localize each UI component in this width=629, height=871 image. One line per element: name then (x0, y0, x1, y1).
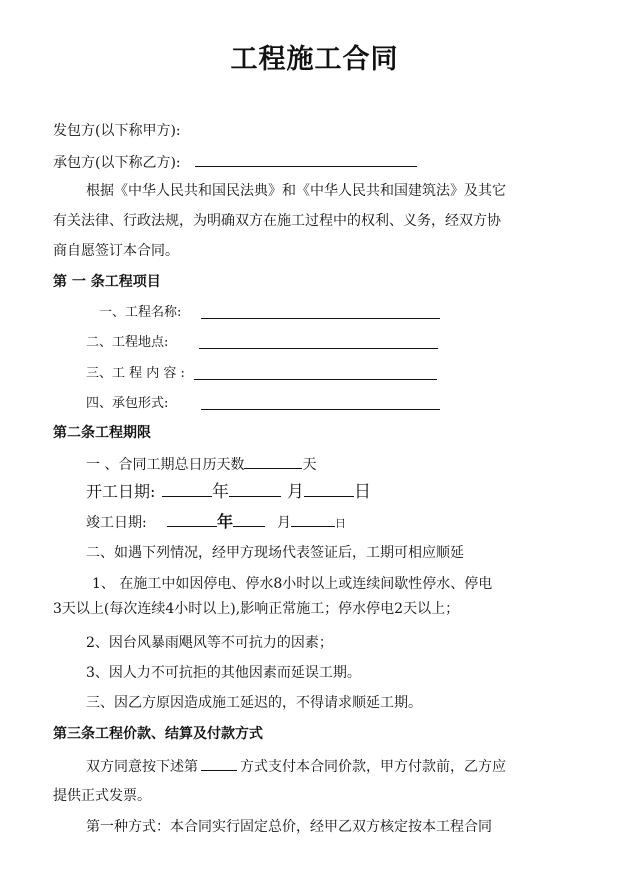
article1-heading: 第 一 条工程项目 (53, 274, 161, 290)
end-day-label: 日 (335, 517, 347, 530)
intro-line-3: 商自愿签订本合同。 (53, 243, 179, 259)
start-date-line (86, 481, 155, 504)
project-site-label: 二、工程地点: (86, 335, 169, 350)
payment-method-1: 第一种方式：本合同实行固定总价，经甲乙双方核定按本工程合同 (86, 819, 492, 835)
party-b-line (53, 151, 417, 173)
case-2: 2、因台风暴雨飓风等不可抗力的因素； (86, 635, 333, 651)
start-month-label: 月 (287, 482, 304, 502)
duration-suffix: 天 (302, 457, 317, 473)
clause-2: 二、如遇下列情况，经甲方现场代表签证后，工期可相应顺延 (86, 545, 464, 561)
case-1-line-2: 3天以上(每次连续4小时以上),影响正常施工；停水停电2天以上； (53, 601, 460, 617)
end-date-label: 竣工日期: (86, 515, 147, 531)
payment-para-line-1 (86, 755, 506, 777)
party-a-line (53, 121, 181, 141)
start-date-label: 开工日期: (86, 482, 156, 501)
project-content-label: 三、工 程 内 容 : (86, 366, 185, 381)
case-1-line-1: 1、 在施工中如因停电、停水8小时以上或连续间歇性停水、停电 (92, 576, 493, 592)
start-month-blank (304, 481, 354, 497)
duration-line (86, 453, 316, 475)
party-a-label: 发包方(以下称甲方): (53, 123, 181, 139)
start-year-label: 年 (212, 482, 229, 502)
end-date-line (86, 513, 147, 533)
duration-prefix: 一 、合同工期总日历天数 (86, 457, 245, 473)
start-date-fields (162, 481, 371, 504)
contract-form-line (86, 394, 168, 414)
payment-method-blank (201, 755, 237, 771)
end-year-blank-a (167, 511, 217, 527)
article2-heading: 第二条工程期限 (53, 425, 151, 441)
start-day-label: 日 (354, 482, 371, 502)
end-year-blank-b (233, 511, 265, 527)
intro-line-1: 根据《中华人民共和国民法典》和《中华人民共和国建筑法》及其它 (86, 183, 506, 199)
case-3: 3、因人力不可抗拒的其他因素而延误工期。 (86, 665, 361, 681)
duration-blank (244, 453, 302, 469)
contract-form-label: 四、承包形式: (86, 396, 169, 411)
intro-line-2: 有关法律、行政法规，为明确双方在施工过程中的权利、义务，经双方协 (53, 213, 501, 229)
start-year-blank-b (229, 481, 281, 497)
payment-para-a: 双方同意按下述第 (86, 759, 198, 775)
start-year-blank-a (162, 481, 212, 497)
end-date-fields (167, 511, 346, 535)
clause-3: 三、因乙方原因造成施工延迟的，不得请求顺延工期。 (86, 695, 422, 711)
end-year-label: 年 (217, 512, 234, 531)
party-b-blank (195, 151, 417, 167)
project-site-line (86, 333, 168, 353)
project-name-line (99, 303, 181, 323)
project-site-blank (199, 333, 438, 349)
end-month-blank (291, 511, 335, 527)
end-month-label: 月 (277, 515, 292, 531)
project-name-label: 一、工程名称: (99, 305, 182, 320)
payment-para-line-2: 提供正式发票。 (53, 788, 151, 804)
project-content-line (86, 364, 185, 384)
project-name-blank (201, 303, 440, 319)
party-b-label: 承包方(以下称乙方): (53, 155, 181, 171)
payment-para-b: 方式支付本合同价款，甲方付款前，乙方应 (240, 759, 506, 775)
contract-form-blank (201, 394, 440, 410)
project-content-blank (194, 364, 437, 380)
page-title: 工程施工合同 (230, 44, 399, 75)
article3-heading: 第三条工程价款、结算及付款方式 (53, 726, 263, 742)
